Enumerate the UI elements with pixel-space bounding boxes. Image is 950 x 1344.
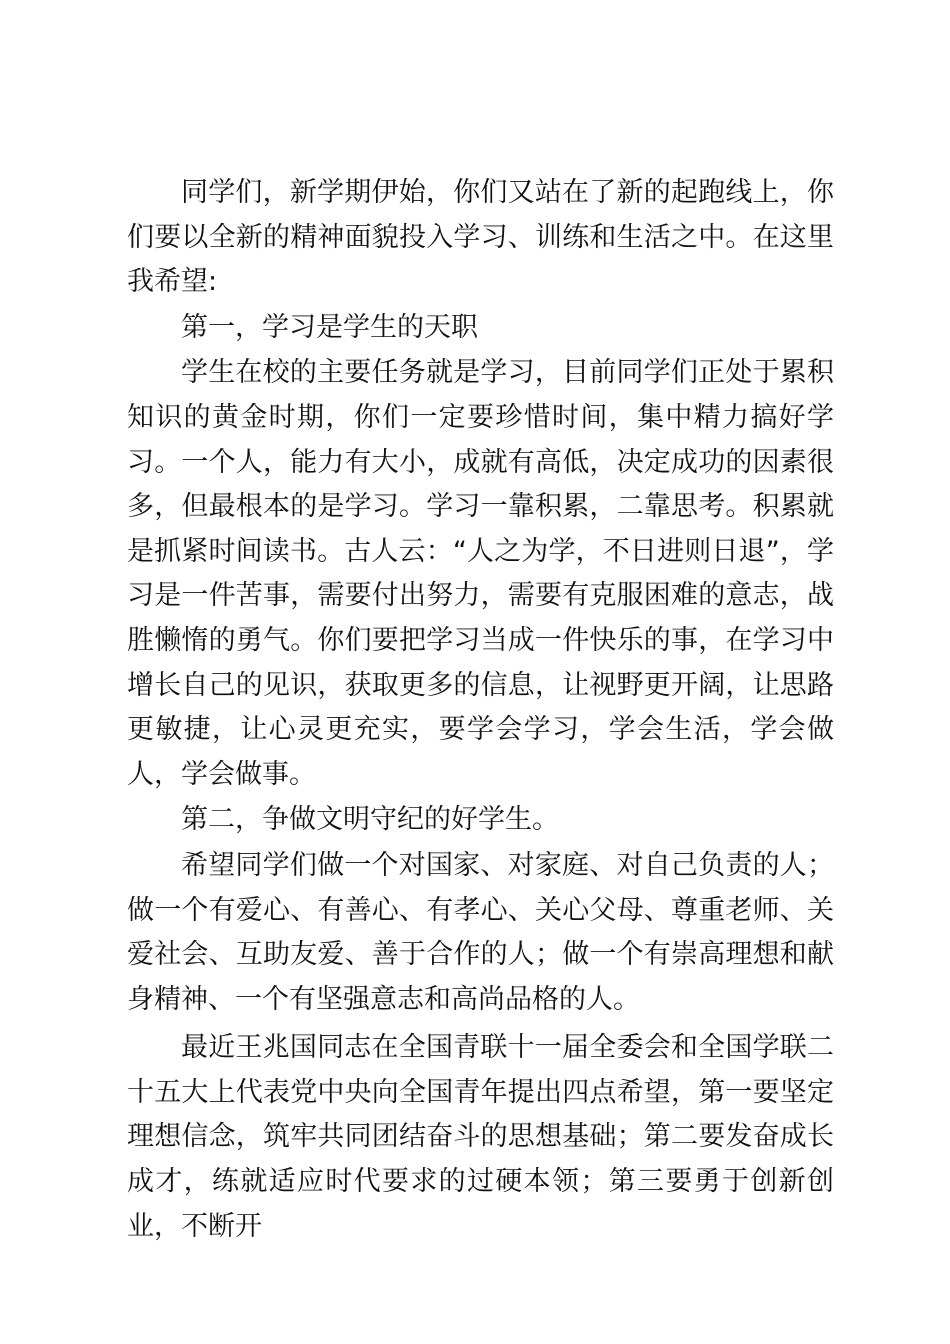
paragraph-four-hopes: 最近王兆国同志在全国青联十一届全委会和全国学联二十五大上代表党中央向全国青年提出四点希望，第一要坚定理想信念，筑牢共同团结奋斗的思想基础；第二要发奋成长成才，练就适应时代要求的过硬本领；第三要勇于创新创业，不断开 bbox=[127, 1032, 834, 1242]
paragraph-opening: 同学们，新学期伊始，你们又站在了新的起跑线上，你们要以全新的精神面貌投入学习、训练和生活之中。在这里我希望: bbox=[127, 177, 834, 298]
paragraph-study: 学生在校的主要任务就是学习，目前同学们正处于累积知识的黄金时期，你们一定要珍惜时间，集中精力搞好学习。一个人，能力有大小，成就有高低，决定成功的因素很多，但最根本的是学习。学习一靠积累，二靠思考。积累就是抓紧时间读书。古人云：“人之为学，不日进则日退”，学习是一件苦事，需要付出努力，需要有克服困难的意志，战胜懒惰的勇气。你们要把学习当成一件快乐的事，在学习中增长自己的见识，获取更多的信息，让视野更开阔，让思路更敏捷，让心灵更充实，要学会学习，学会生活，学会做人，学会做事。 bbox=[127, 357, 834, 790]
document-body bbox=[127, 171, 834, 1249]
paragraph-conduct: 希望同学们做一个对国家、对家庭、对自己负责的人；做一个有爱心、有善心、有孝心、关心父母、尊重老师、关爱社会、互助友爱、善于合作的人；做一个有崇高理想和献身精神、一个有坚强意志和高尚品格的人。 bbox=[127, 849, 834, 1015]
heading-point-two: 第二，争做文明守纪的好学生。 bbox=[181, 804, 559, 836]
heading-point-one: 第一，学习是学生的天职 bbox=[181, 311, 478, 343]
